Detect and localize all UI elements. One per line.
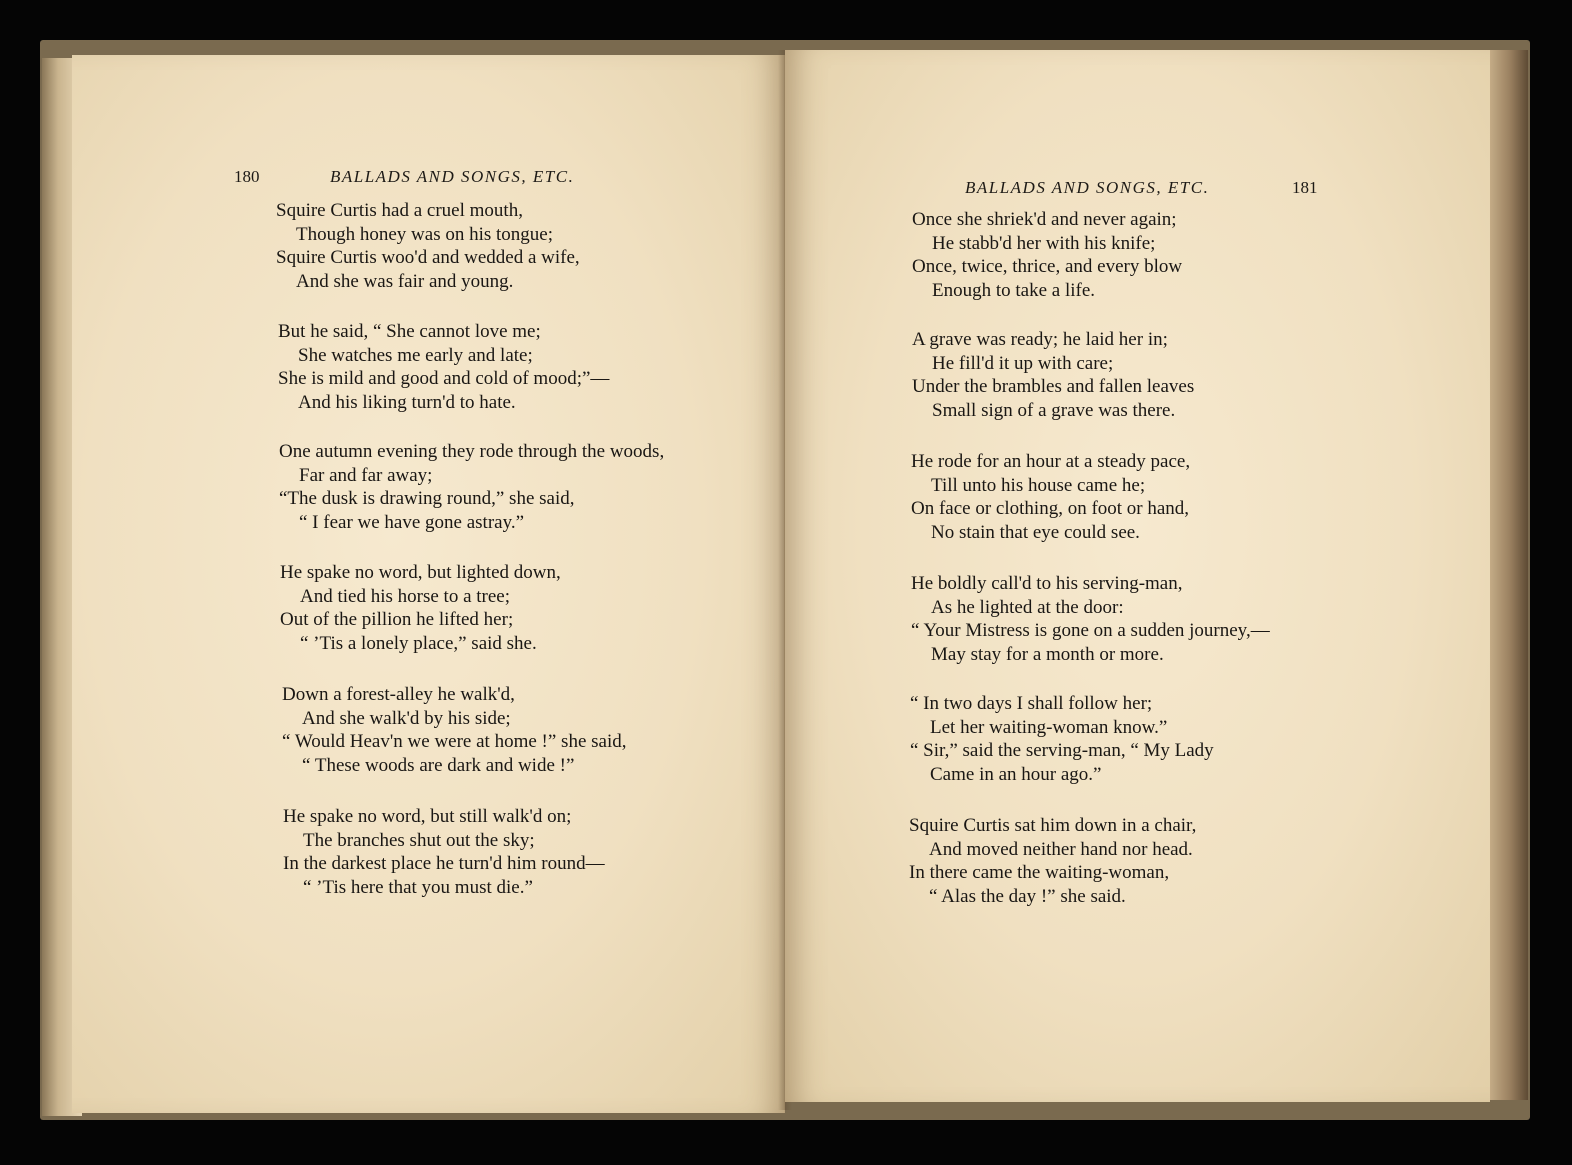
verse-line: May stay for a month or more. xyxy=(931,643,1164,665)
verse-line: She watches me early and late; xyxy=(298,344,533,366)
verse-line: And tied his horse to a tree; xyxy=(300,585,511,607)
verse-line: Small sign of a grave was there. xyxy=(932,399,1176,421)
verse-line: Under the brambles and fallen leaves xyxy=(912,376,1195,397)
verse-line: And she was fair and young. xyxy=(296,270,514,292)
stanza xyxy=(910,692,1510,786)
verse-line: Once, twice, thrice, and every blow xyxy=(912,256,1183,277)
verse-line: He boldly call'd to his serving-man, xyxy=(911,573,1183,594)
right-page xyxy=(785,50,1490,1102)
verse-line: Enough to take a life. xyxy=(932,279,1096,301)
verse-line: Once she shriek'd and never again; xyxy=(912,209,1177,230)
verse-line: She is mild and good and cold of mood;”— xyxy=(278,368,610,389)
verse-line: One autumn evening they rode through the woods, xyxy=(279,441,665,462)
verse-line: Came in an hour ago.” xyxy=(930,763,1102,785)
verse-line: In the darkest place he turn'd him round— xyxy=(283,853,605,874)
left-page xyxy=(72,55,785,1113)
verse-line: But he said, “ She cannot love me; xyxy=(278,321,541,342)
stanza xyxy=(912,328,1512,422)
verse-line: And moved neither hand nor head. xyxy=(929,838,1193,860)
verse-line: Let her waiting-woman know.” xyxy=(930,716,1168,738)
page-number: 181 xyxy=(1292,178,1318,197)
verse-line: As he lighted at the door: xyxy=(931,596,1124,618)
verse-line: Till unto his house came he; xyxy=(931,474,1146,496)
verse-line: “ Your Mistress is gone on a sudden journey,— xyxy=(911,620,1270,641)
page-number: 180 xyxy=(234,167,260,186)
stanza xyxy=(911,450,1511,544)
stanza xyxy=(909,814,1509,908)
stanza xyxy=(912,208,1512,302)
verse-line: And she walk'd by his side; xyxy=(302,707,511,729)
running-head: BALLADS AND SONGS, ETC. xyxy=(965,178,1210,197)
verse-line: On face or clothing, on foot or hand, xyxy=(911,498,1190,519)
verse-line: He rode for an hour at a steady pace, xyxy=(911,451,1191,472)
verse-line: “ In two days I shall follow her; xyxy=(910,693,1153,714)
verse-line: Squire Curtis sat him down in a chair, xyxy=(909,815,1197,836)
verse-line: Squire Curtis had a cruel mouth, xyxy=(276,200,523,221)
verse-line: Far and far away; xyxy=(299,464,433,486)
verse-line: “The dusk is drawing round,” she said, xyxy=(279,488,575,509)
verse-line: He fill'd it up with care; xyxy=(932,352,1114,374)
verse-line: And his liking turn'd to hate. xyxy=(298,391,516,413)
verse-line: “ Alas the day !” she said. xyxy=(929,885,1126,907)
verse-line: Though honey was on his tongue; xyxy=(296,223,554,245)
verse-line: He spake no word, but lighted down, xyxy=(280,562,561,583)
verse-line: He spake no word, but still walk'd on; xyxy=(283,806,572,827)
verse-line: Out of the pillion he lifted her; xyxy=(280,609,514,630)
verse-line: In there came the waiting-woman, xyxy=(909,862,1170,883)
verse-line: “ Sir,” said the serving-man, “ My Lady xyxy=(910,740,1214,761)
stanza xyxy=(911,572,1511,666)
running-head: BALLADS AND SONGS, ETC. xyxy=(330,167,575,186)
verse-line: No stain that eye could see. xyxy=(931,521,1140,543)
verse-line: The branches shut out the sky; xyxy=(303,829,535,851)
verse-line: A grave was ready; he laid her in; xyxy=(912,329,1168,350)
verse-line: He stabb'd her with his knife; xyxy=(932,232,1156,254)
verse-line: “ I fear we have gone astray.” xyxy=(299,511,525,533)
verse-line: Squire Curtis woo'd and wedded a wife, xyxy=(276,247,580,268)
verse-line: Down a forest-alley he walk'd, xyxy=(282,684,515,705)
verse-line: “ Would Heav'n we were at home !” she said, xyxy=(282,731,627,752)
verse-line: “ ’Tis here that you must die.” xyxy=(303,876,533,898)
verse-line: “ ’Tis a lonely place,” said she. xyxy=(300,632,537,654)
verse-line: “ These woods are dark and wide !” xyxy=(302,754,575,776)
